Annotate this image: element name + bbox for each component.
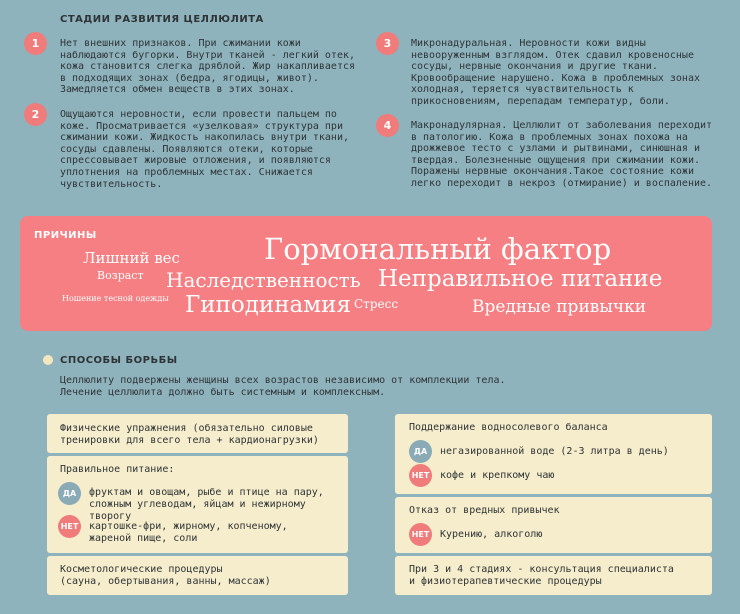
stage-1-number: 1 <box>24 32 47 55</box>
cause-hormonal: Гормональный фактор <box>264 232 612 266</box>
methods-intro-2: Лечение целлюлита должно быть системным и комплексным. <box>60 387 386 398</box>
water-yes-text: негазированной воде (2-3 литра в день) <box>440 446 669 457</box>
cause-heredity: Наследственность <box>166 268 361 292</box>
nutrition-yes-line-2: сложным углеводам, яйцам и нежирному творогу <box>89 499 306 522</box>
cosmetic-line-1: Косметологические процедуры <box>60 564 223 575</box>
card-exercise <box>47 414 348 453</box>
stage-2-text: Ощущаются неровности, если провести пальцем по коже. Просматривается «узелковая» структура при сжимании кожи. Жидкость накопилась внутри ткани, сосуды сдавлены. Появляются отеки, которые спрессовывает жировые отложения, и появляются уплотнения на проблемных местах. Снижается чувствительность. <box>60 109 349 190</box>
card-nutrition <box>47 456 348 553</box>
card-cosmetic <box>47 556 348 595</box>
habits-title: Отказ от вредных привычек <box>409 505 560 516</box>
nutrition-yes-line-1: фруктам и овощам, рыбе и птице на пару, <box>89 487 324 498</box>
water-no-badge: НЕТ <box>409 464 432 487</box>
card-water <box>395 414 712 494</box>
methods-intro-1: Целлюлиту подвержены женщины всех возрастов независимо от комплекции тела. <box>60 375 506 386</box>
habits-no-badge: НЕТ <box>409 523 432 546</box>
causes-title: ПРИЧИНЫ <box>34 230 97 241</box>
cause-tight-clothes: Ношение тесной одежды <box>62 294 169 303</box>
stage-3-number: 3 <box>376 32 399 55</box>
nutrition-no-line-2: жареной пище, соли <box>89 533 198 544</box>
stage-4-number: 4 <box>376 114 399 137</box>
stage-1-text: Нет внешних признаков. При сжимании кожи наблюдаются бугорки. Внутри тканей - легкий отек, кожа становится слегка дряблой. Жир накапливается в подходящих зонах (бедра, ягодицы, живот). Замедляется обмен веществ в этих зонах. <box>60 38 356 96</box>
exercise-line-1: Физические упражнения (обязательно силовые <box>60 423 313 434</box>
nutrition-title: Правильное питание: <box>60 464 175 475</box>
stage34-line-2: и физиотерапевтические процедуры <box>409 576 602 587</box>
cause-inactivity: Гиподинамия <box>185 292 351 318</box>
water-no-text: кофе и крепкому чаю <box>440 470 555 481</box>
stages-title: СТАДИИ РАЗВИТИЯ ЦЕЛЛЮЛИТА <box>60 14 264 25</box>
stage-3-text: Микронадуральная. Неровности кожи видны невооруженным взглядом. Отек сдавил кровеносные сосуды, нервные окончания и другие ткани. Кровообращение нарушено. Кожа в проблемных зонах холодная, теряется чувствительность к прикосновениям, перепадам температур, боли. <box>411 38 700 107</box>
stage-2-number: 2 <box>24 103 47 126</box>
stage-4-text: Макронадулярная. Целлюлит от заболевания переходит в патологию. Кожа в проблемных зонах похожа на дрожжевое тесто с узлами и рытвинами, синюшная и твердая. Болезненные ощущения при сжимании кожи. Поражены нервные окончания.Такое состояние кожи легко переходит в некроз (отмирание) и воспаление. <box>411 120 713 189</box>
water-title: Поддержание водносолевого баланса <box>409 422 608 433</box>
methods-title: СПОСОБЫ БОРЬБЫ <box>60 355 178 366</box>
nutrition-no-badge: НЕТ <box>58 515 81 538</box>
card-stage34 <box>395 556 712 595</box>
cosmetic-line-2: (сауна, обертывания, ванны, массаж) <box>60 576 271 587</box>
habits-no-text: Курению, алкоголю <box>440 529 543 540</box>
methods-bullet-icon <box>43 355 53 365</box>
cause-excess-weight: Лишний вес <box>83 249 180 267</box>
card-habits <box>395 497 712 553</box>
water-yes-badge: ДА <box>409 440 432 463</box>
cause-stress: Стресс <box>354 297 399 311</box>
cause-age: Возраст <box>97 269 144 282</box>
nutrition-no-line-1: картошке-фри, жирному, копченому, <box>89 521 288 532</box>
nutrition-yes-badge: ДА <box>58 482 81 505</box>
exercise-line-2: тренировки для всего тела + кардионагрузки) <box>60 435 319 446</box>
cause-diet: Неправильное питание <box>378 266 663 292</box>
causes-panel <box>20 216 712 331</box>
cause-habits: Вредные привычки <box>472 297 647 317</box>
stage34-line-1: При 3 и 4 стадиях - консультация специалиста <box>409 564 674 575</box>
